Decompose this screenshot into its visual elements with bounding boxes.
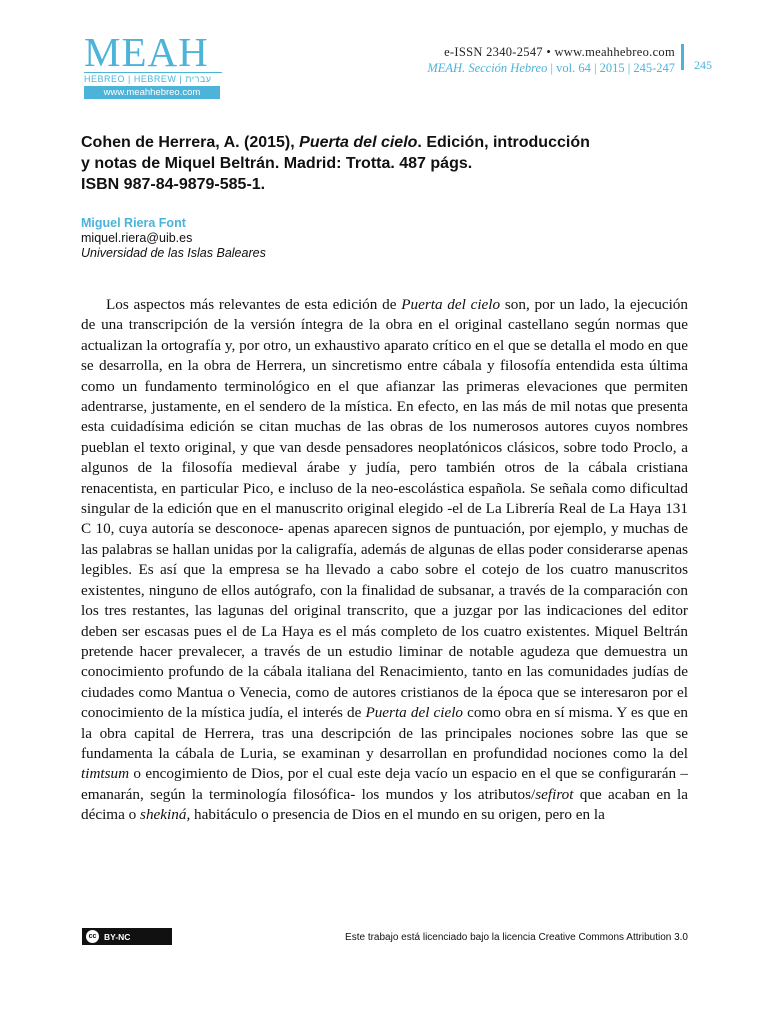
journal-logo bbox=[84, 29, 222, 99]
creative-commons-icon: cc bbox=[86, 930, 99, 943]
page-number: 245 bbox=[694, 58, 712, 72]
logo-wordmark: MEAH bbox=[84, 29, 209, 75]
journal-details: | vol. 64 | 2015 | 245-247 bbox=[547, 61, 675, 75]
cc-license-badge[interactable] bbox=[82, 928, 172, 945]
author-name: Miguel Riera Font bbox=[81, 216, 186, 230]
review-body bbox=[81, 295, 688, 826]
badge-label: BY-NC bbox=[104, 931, 131, 942]
book-title: Puerta del cielo bbox=[299, 134, 418, 151]
body-paragraph: Los aspectos más relevantes de esta edición de Puerta del cielo son, por un lado, la ejecución de una transcripción de la versión íntegra de la obra en el original castellano según normas que actualizan la ortografía y, por otro, un exhaustivo aparato crítico en el que se detalla el modo en que se desarrolla, en la obra de Herrera, un sincretismo entre cábala y filosofía entendida esta última como un fundamento terminológico en el que afianzar las primeras elevaciones que permiten adentrarse, justamente, en el sendero de la mística. En efecto, en las más de mil notas que presenta esta cuidadísima edición se citan muchas de las obras de los numerosos autores cuyos nombres pueblan el texto original, y que van desde pensadores neoplatónicos clásicos, sobre todo Proclo, a algunos de la filosofía medieval árabe y judía, pero también otros de la cábala cristiana renacentista, en particular Pico, e incluso de la neo-escolástica española. Se señala como dificultad singular de la edición que en el manuscrito original elegido -el de La Librería Real de La Haya 131 C 10, cuya autoría se desconoce- apenas aparecen signos de puntuación, por ejemplo, y muchas de las palabras se hallan unidas por la caligrafía, además de algunas de ellas poder considerarse apenas legibles. Es así que la empresa se ha llevado a cabo sobre el cotejo de los cuatro manuscritos existentes, ninguno de ellos autógrafo, con la finalidad de subsanar, a través de la comparación con los tres restantes, las lagunas del original transcrito, que a juzgar por las indicaciones del editor deben ser escasas pues el de La Haya es el más completo de los cuatro existentes. Miquel Beltrán pretende hacer prevalecer, a través de un estudio liminar de notable agudeza que demuestra un conocimiento profundo de la cábala italiana del Renacimiento, tanto en las comunidades judías de ciudades como Mantua o Venecia, como de autores cristianos de la época que se interesaron por el conocimiento de la mística judía, el interés de Puerta del cielo como obra en sí misma. Y es que en la obra capital de Herrera, tras una descripción de las principales nociones sobre las que se fundamenta la cábala de Luria, se examinan y desarrollan en profundidad nociones como la del timtsum o encogimiento de Dios, por el cual este deja vacío un espacio en el que se configurarán –emanarán, según la terminología filosófica- los mundos y los atributos/sefirot que acaban en la décima o shekiná, habitáculo o presencia de Dios en el mundo en su origen, pero en la bbox=[81, 296, 689, 824]
title-line-1: Cohen de Herrera, A. (2015), Puerta del cielo. Edición, introducción bbox=[81, 134, 590, 151]
author-affiliation: Universidad de las Islas Baleares bbox=[81, 246, 266, 260]
header-divider bbox=[681, 44, 684, 70]
author-block bbox=[81, 216, 266, 261]
header-info bbox=[427, 44, 675, 76]
journal-citation bbox=[427, 60, 675, 76]
logo-subtitle: HEBREO | HEBREW | עברית bbox=[84, 72, 222, 84]
license-text: Este trabajo está licenciado bajo la licencia Creative Commons Attribution 3.0 bbox=[345, 932, 688, 943]
author-email[interactable]: miquel.riera@uib.es bbox=[81, 231, 193, 245]
review-title bbox=[81, 132, 681, 195]
title-line-3: ISBN 987-84-9879-585-1. bbox=[81, 176, 266, 193]
journal-name: MEAH. Sección Hebreo bbox=[427, 61, 548, 75]
issn-line: e-ISSN 2340-2547 • www.meahhebreo.com bbox=[444, 45, 675, 59]
logo-url: www.meahhebreo.com bbox=[84, 86, 220, 99]
title-line-2: y notas de Miquel Beltrán. Madrid: Trotta. 487 págs. bbox=[81, 155, 473, 172]
